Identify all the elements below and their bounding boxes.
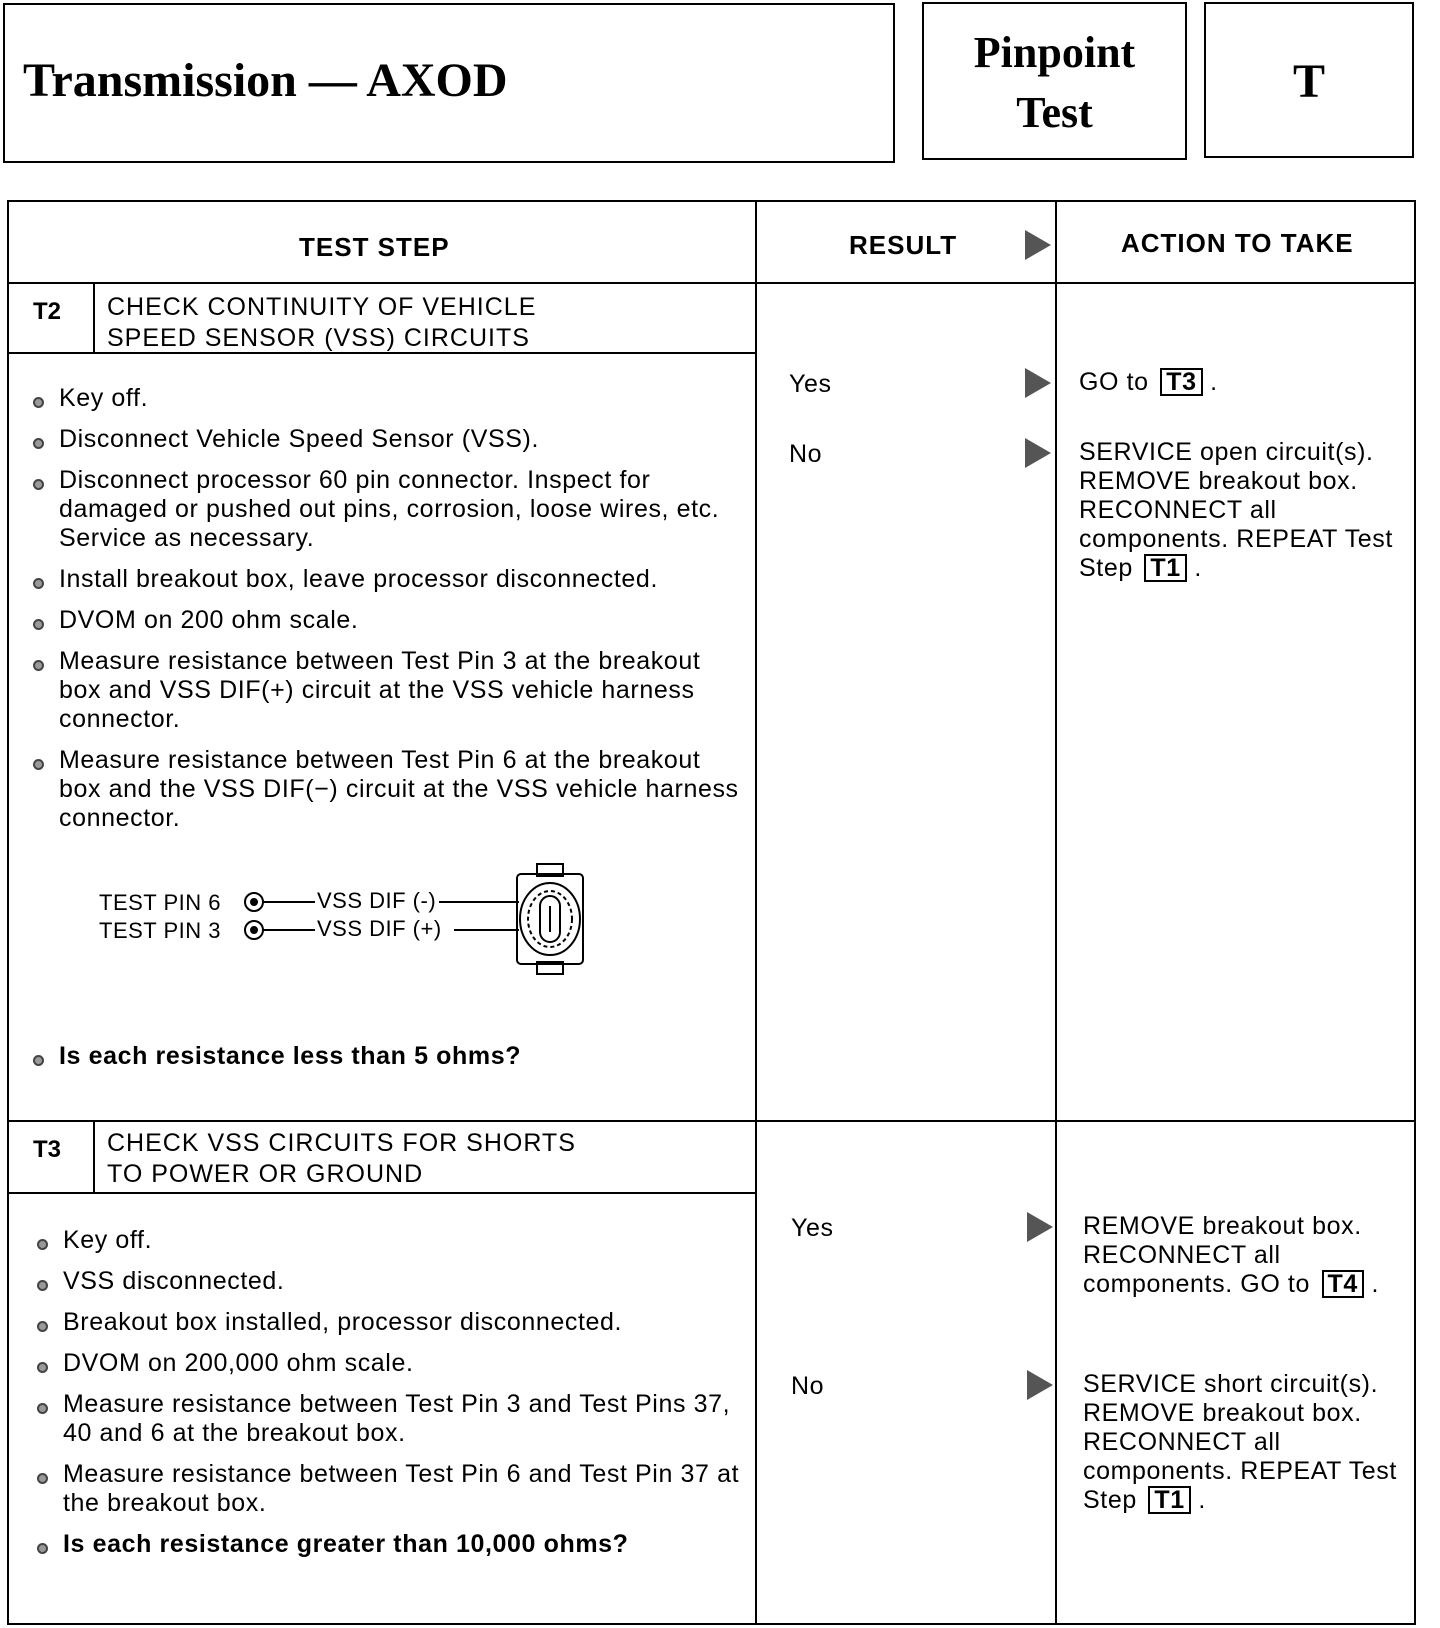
pinpoint-test-table — [7, 200, 1416, 1625]
instruction-item: Key off. — [35, 1226, 745, 1255]
result-arrow-icon — [1025, 438, 1051, 468]
test-pin-3-label: TEST PIN 3 — [99, 918, 221, 943]
section-letter: T — [1292, 55, 1325, 108]
step-title — [107, 1128, 576, 1190]
header-row-divider — [9, 282, 1414, 284]
instruction-item: Measure resistance between Test Pin 3 at the breakout box and VSS DIF(+) circuit at the VSS vehicle harness connector. — [31, 647, 741, 734]
result-arrow-icon — [1025, 368, 1051, 398]
step-question — [31, 1042, 741, 1071]
step-instructions — [31, 384, 741, 845]
test-step-header: TEST STEP — [299, 232, 450, 262]
test-pin-6-label: TEST PIN 6 — [99, 890, 221, 915]
instruction-item: Disconnect Vehicle Speed Sensor (VSS). — [31, 425, 741, 454]
instruction-item: Install breakout box, leave processor disconnected. — [31, 565, 741, 594]
step-title-line-2: TO POWER OR GROUND — [107, 1160, 424, 1188]
step-instructions — [35, 1226, 745, 1559]
action-suffix: . — [1198, 1486, 1206, 1514]
result-no: No — [791, 1372, 825, 1400]
action-suffix: . — [1194, 554, 1202, 582]
action-text: GO to — [1079, 368, 1149, 396]
connector-drawing — [99, 862, 619, 992]
action-no — [1083, 1370, 1403, 1515]
step-id: T2 — [33, 298, 62, 325]
pinpoint-test-box — [922, 2, 1187, 160]
result-arrow-icon — [1027, 1212, 1053, 1242]
vss-connector-icon — [517, 864, 583, 974]
result-arrow-icon — [1027, 1370, 1053, 1400]
step-id-divider — [93, 282, 95, 354]
vss-connector-diagram — [99, 862, 619, 992]
action-text: REMOVE breakout box. RECONNECT all components. GO to — [1083, 1212, 1362, 1298]
instruction-item: Disconnect processor 60 pin connector. Inspect for damaged or pushed out pins, corrosion, loose wires, etc. Service as necessary. — [31, 466, 741, 553]
step-reference[interactable]: T4 — [1322, 1270, 1364, 1298]
result-yes: Yes — [789, 370, 832, 398]
action-text: SERVICE short circuit(s). REMOVE breakout box. RECONNECT all components. REPEAT Test Step — [1083, 1370, 1397, 1514]
step-id-divider — [93, 1120, 95, 1194]
action-suffix: . — [1210, 368, 1218, 396]
step-divider — [9, 1120, 1414, 1122]
column-divider-2 — [1055, 202, 1057, 1625]
step-id: T3 — [33, 1136, 62, 1163]
instruction-item: DVOM on 200,000 ohm scale. — [35, 1349, 745, 1378]
instruction-item: Measure resistance between Test Pin 6 at the breakout box and the VSS DIF(−) circuit at the VSS vehicle harness connector. — [31, 746, 741, 833]
result-no: No — [789, 440, 823, 468]
result-header: RESULT — [849, 230, 958, 260]
instruction-item: DVOM on 200 ohm scale. — [31, 606, 741, 635]
result-arrow-icon — [1025, 230, 1051, 260]
step-title-line-1: CHECK CONTINUITY OF VEHICLE — [107, 293, 537, 321]
step-title-divider — [9, 1192, 757, 1194]
result-yes: Yes — [791, 1214, 834, 1242]
instruction-item: Key off. — [31, 384, 741, 413]
instruction-item: Breakout box installed, processor disconnected. — [35, 1308, 745, 1337]
action-header: ACTION TO TAKE — [1121, 228, 1354, 258]
test-label: Test — [1016, 88, 1093, 137]
title-box — [3, 3, 895, 163]
action-text: SERVICE open circuit(s). REMOVE breakout box. RECONNECT all components. REPEAT Test Step — [1079, 438, 1393, 582]
step-reference[interactable]: T1 — [1144, 554, 1186, 582]
pinpoint-label: Pinpoint — [973, 28, 1136, 77]
question-item: Is each resistance less than 5 ohms? — [31, 1042, 741, 1071]
instruction-item: Measure resistance between Test Pin 3 and Test Pins 37, 40 and 6 at the breakout box. — [35, 1390, 745, 1448]
instruction-item: Measure resistance between Test Pin 6 and Test Pin 37 at the breakout box. — [35, 1460, 745, 1518]
instruction-item: VSS disconnected. — [35, 1267, 745, 1296]
section-box — [1204, 2, 1414, 158]
step-reference[interactable]: T3 — [1160, 368, 1202, 396]
action-no — [1079, 438, 1399, 583]
page-title: Transmission — AXOD — [23, 54, 508, 107]
action-suffix: . — [1371, 1270, 1379, 1298]
step-reference[interactable]: T1 — [1148, 1486, 1190, 1514]
vss-dif-minus-label: VSS DIF (-) — [317, 888, 437, 913]
question-item: Is each resistance greater than 10,000 ohms? — [35, 1530, 745, 1559]
vss-dif-plus-label: VSS DIF (+) — [317, 916, 442, 941]
step-title — [107, 292, 536, 354]
action-yes — [1079, 368, 1399, 397]
step-title-line-2: SPEED SENSOR (VSS) CIRCUITS — [107, 324, 530, 352]
action-yes — [1083, 1212, 1403, 1299]
step-title-line-1: CHECK VSS CIRCUITS FOR SHORTS — [107, 1129, 576, 1157]
column-divider-1 — [755, 202, 757, 1625]
